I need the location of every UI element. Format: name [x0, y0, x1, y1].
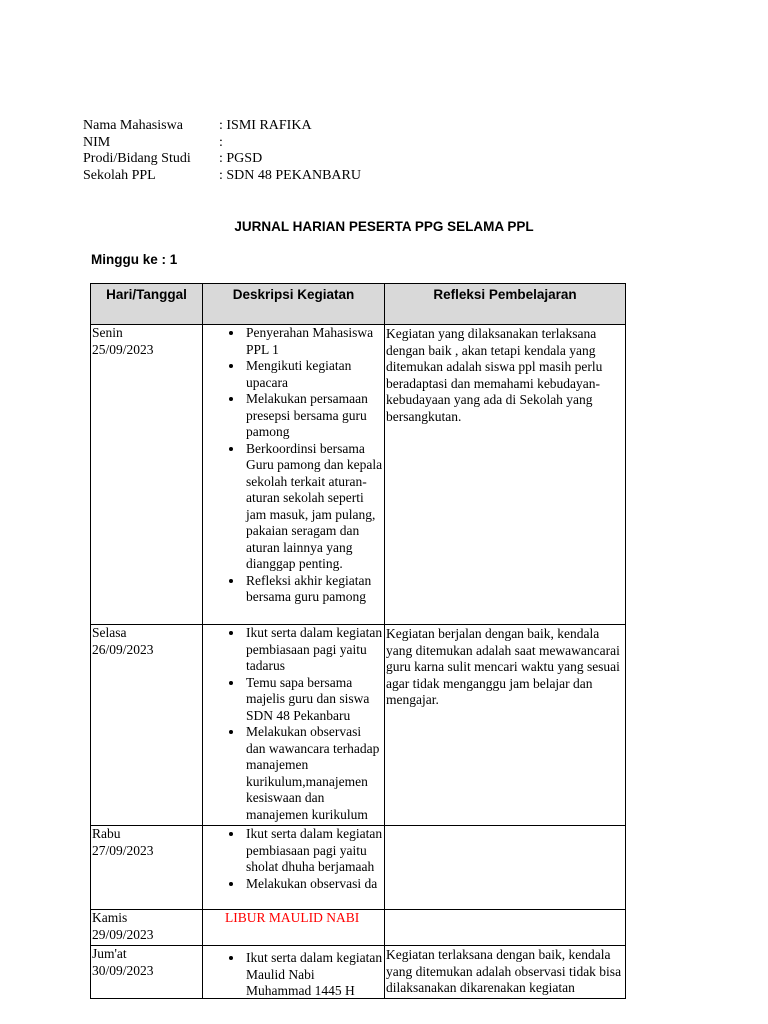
header-learning-reflection: Refleksi Pembelajaran: [385, 284, 626, 325]
journal-table: [90, 283, 626, 999]
day-name: Kamis: [92, 910, 128, 925]
identity-label: Prodi/Bidang Studi: [83, 151, 191, 166]
table-row: [91, 826, 626, 910]
activity-cell: [203, 325, 385, 625]
activity-list: [204, 325, 383, 606]
identity-value: : PGSD: [219, 151, 263, 166]
identity-label: Nama Mahasiswa: [83, 118, 183, 133]
activity-cell: [203, 946, 385, 999]
reflection-cell: [385, 625, 626, 826]
day-date-cell: [91, 946, 203, 999]
table-row: [91, 325, 626, 625]
date-value: 29/09/2023: [92, 926, 154, 942]
identity-value: :: [219, 134, 223, 150]
day-date-cell: [91, 325, 203, 625]
reflection-cell: [385, 325, 626, 625]
document-title: JURNAL HARIAN PESERTA PPG SELAMA PPL: [234, 219, 534, 234]
date-value: 27/09/2023: [92, 842, 154, 858]
header-day-date: Hari/Tanggal: [91, 284, 203, 325]
day-name: Jum'at: [92, 946, 127, 961]
activity-list: [204, 826, 383, 892]
list-item: • Melakukan observasi da: [244, 876, 383, 893]
week-label: Minggu ke : 1: [91, 252, 178, 267]
reflection-text: [386, 826, 624, 827]
reflection-text: Kegiatan berjalan dengan baik, kendala yang ditemukan adalah saat mewawancarai guru karna sulit mencari waktu yang sesuai agar tidak menganggu jam belajar dan mengajar.: [386, 626, 620, 707]
day-name: Senin: [92, 325, 123, 340]
identity-row-school: [83, 168, 361, 185]
header-activity-description: Deskripsi Kegiatan: [203, 284, 385, 325]
list-item: • Penyerahan Mahasiswa PPL 1: [244, 325, 383, 358]
date-value: 26/09/2023: [92, 641, 154, 657]
activity-cell: [203, 625, 385, 826]
list-item: • Melakukan observasi dan wawancara terhadap manajemen kurikulum,manajemen kesiswaan dan manajemen kurikulum: [244, 724, 383, 823]
table-header-row: [91, 284, 626, 325]
identity-row-program: [83, 151, 361, 168]
activity-cell: [203, 826, 385, 910]
identity-label: Sekolah PPL: [83, 167, 156, 183]
list-item: • Berkoordinsi bersama Guru pamong dan kepala sekolah terkait aturan-aturan sekolah seperti jam masuk, jam pulang, pakaian seragam dan aturan lainnya yang dianggap penting.: [244, 441, 383, 573]
day-name: Rabu: [92, 826, 121, 841]
list-item: • Refleksi akhir kegiatan bersama guru pamong: [244, 573, 383, 606]
day-date-cell: [91, 826, 203, 910]
list-item: • Melakukan persamaan presepsi bersama guru pamong: [244, 391, 383, 441]
list-item: • Mengikuti kegiatan upacara: [244, 358, 383, 391]
date-value: 30/09/2023: [92, 962, 154, 978]
table-row: [91, 625, 626, 826]
student-identity: [83, 118, 361, 184]
day-name: Selasa: [92, 625, 127, 640]
date-value: 25/09/2023: [92, 341, 154, 357]
day-date-cell: [91, 625, 203, 826]
identity-value: : SDN 48 PEKANBARU: [219, 167, 361, 183]
reflection-cell: [385, 910, 626, 946]
reflection-text: Kegiatan yang dilaksanakan terlaksana dengan baik , akan tetapi kendala yang ditemukan adalah siswa ppl masih perlu beradaptasi dan memahami kebudayan-kebudayaan yang ada di Sekolah yang bersangkutan.: [386, 326, 603, 424]
identity-value: : ISMI RAFIKA: [219, 118, 312, 133]
reflection-text: [386, 910, 624, 911]
identity-row-name: [83, 118, 361, 135]
identity-row-nim: [83, 135, 361, 152]
holiday-note: LIBUR MAULID NABI: [225, 910, 360, 925]
list-item: • Ikut serta dalam kegiatan pembiasaan pagi yaitu tadarus: [244, 625, 383, 675]
reflection-cell: [385, 826, 626, 910]
list-item: • Ikut serta dalam kegiatan Maulid Nabi Muhammad 1445 H: [244, 950, 383, 998]
day-date-cell: [91, 910, 203, 946]
activity-list: [204, 625, 383, 823]
activity-list: [204, 950, 383, 998]
list-item: • Ikut serta dalam kegiatan pembiasaan pagi yaitu sholat dhuha berjamaah: [244, 826, 383, 876]
reflection-cell: [385, 946, 626, 999]
identity-label: NIM: [83, 134, 111, 150]
table-row: [91, 910, 626, 946]
activity-cell: [203, 910, 385, 946]
table-row: [91, 946, 626, 999]
reflection-text: Kegiatan terlaksana dengan baik, kendala yang ditemukan adalah observasi tidak bisa dilaksanakan dikarenakan kegiatan: [386, 947, 622, 995]
list-item: • Temu sapa bersama majelis guru dan siswa SDN 48 Pekanbaru: [244, 675, 383, 725]
